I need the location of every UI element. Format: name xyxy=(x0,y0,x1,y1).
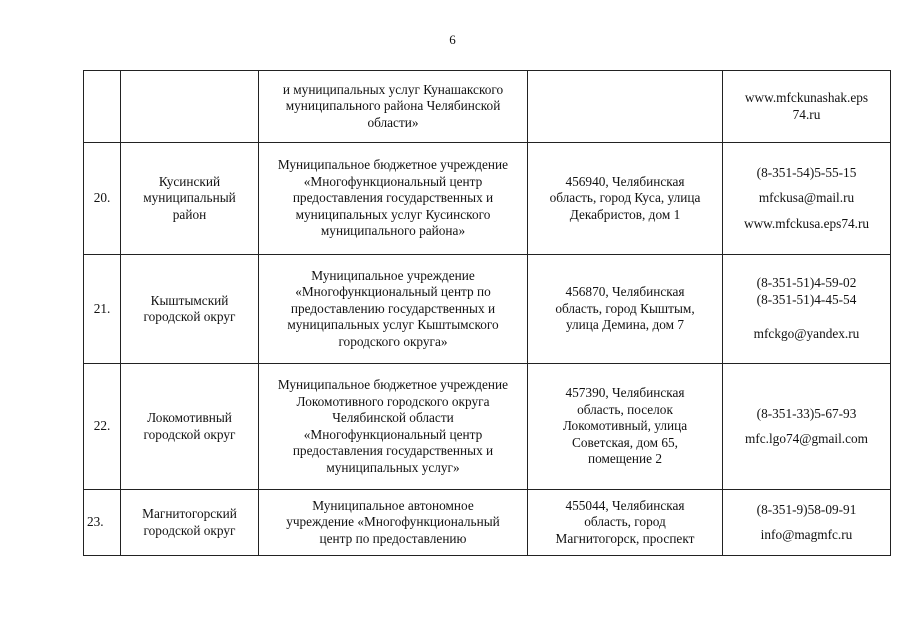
phone-number: (8-351-54)5-55-15 xyxy=(756,164,857,180)
page-number: 6 xyxy=(449,32,456,47)
phone-number: (8-351-33)5-67-93 xyxy=(756,405,857,421)
address-line: 456870, Челябинская xyxy=(565,284,685,300)
organization-line: «Многофункциональный центр xyxy=(303,173,483,189)
address-line: Советская, дом 65, xyxy=(572,434,678,450)
address-cell xyxy=(528,143,723,255)
organization-cell xyxy=(259,255,528,364)
address-line: помещение 2 xyxy=(587,451,663,467)
email-link[interactable]: mfckgo@yandex.ru xyxy=(753,326,860,342)
phone-number: (8-351-51)4-45-54 xyxy=(756,291,857,307)
row-number-cell xyxy=(84,71,121,143)
organization-line: предоставления государственных и xyxy=(292,443,494,458)
row-number-cell xyxy=(84,490,121,556)
mfc-registry-table xyxy=(83,70,891,556)
website-link[interactable]: www.mfckusa.eps74.ru xyxy=(743,215,870,231)
organization-line: муниципальных услуг Кусинского xyxy=(295,206,491,222)
address-line: улица Демина, дом 7 xyxy=(565,317,685,333)
address-line: 457390, Челябинская xyxy=(565,385,685,401)
municipality-cell xyxy=(121,71,259,143)
row-number-cell xyxy=(84,255,121,364)
website-link[interactable]: 74.ru xyxy=(792,106,821,122)
organization-line: муниципального района» xyxy=(320,223,466,239)
organization-line: Муниципальное учреждение xyxy=(311,267,475,283)
organization-cell xyxy=(259,71,528,143)
municipality-line: городской округ xyxy=(143,522,236,538)
contacts-cell xyxy=(723,71,891,143)
website-link[interactable]: www.mfckunashak.eps xyxy=(744,90,869,105)
row-number: 23. xyxy=(87,514,104,530)
municipality-line: Локомотивный xyxy=(147,410,232,425)
row-number-cell xyxy=(84,143,121,255)
organization-line: «Многофункциональный центр по xyxy=(295,284,491,300)
table-row xyxy=(84,71,891,143)
municipality-line: муниципальный xyxy=(143,190,236,206)
municipality-cell xyxy=(121,143,259,255)
organization-line: городского округа» xyxy=(338,333,448,349)
municipality-cell xyxy=(121,490,259,556)
municipality-line: городской округ xyxy=(143,426,236,442)
organization-line: Муниципальное бюджетное учреждение xyxy=(277,157,509,173)
phone-number: (8-351-9)58-09-91 xyxy=(756,501,857,517)
contacts-cell xyxy=(723,364,891,490)
organization-line: центр по предоставлению xyxy=(319,530,467,546)
address-line: Декабристов, дом 1 xyxy=(569,206,681,222)
organization-line: учреждение «Многофункциональный xyxy=(286,514,500,530)
row-number: 20. xyxy=(93,190,111,206)
municipality-cell xyxy=(121,364,259,490)
address-cell xyxy=(528,490,723,556)
address-cell xyxy=(528,255,723,364)
row-number-cell xyxy=(84,364,121,490)
address-line: 456940, Челябинская xyxy=(565,173,685,189)
organization-line: Муниципальное автономное xyxy=(312,497,474,513)
organization-line: Муниципальное бюджетное учреждение xyxy=(277,377,509,392)
organization-line: Локомотивного городского округа xyxy=(296,393,490,409)
organization-line: муниципального района Челябинской xyxy=(285,98,501,114)
organization-cell xyxy=(259,490,528,556)
table-row xyxy=(84,143,891,255)
table-row xyxy=(84,255,891,364)
municipality-line: Магнитогорский xyxy=(142,506,237,521)
organization-line: предоставления государственных и xyxy=(292,190,494,206)
row-number: 21. xyxy=(93,300,111,316)
address-cell xyxy=(528,364,723,490)
address-cell xyxy=(528,71,723,143)
organization-cell xyxy=(259,364,528,490)
email-link[interactable]: mfc.lgo74@gmail.com xyxy=(744,431,869,446)
organization-line: муниципальных услуг Кыштымского xyxy=(287,317,499,333)
address-line: область, город Кыштым, xyxy=(555,300,695,316)
organization-line: и муниципальных услуг Кунашакского xyxy=(282,81,504,97)
organization-line: предоставлению государственных и xyxy=(290,300,496,316)
contacts-cell xyxy=(723,490,891,556)
municipality-line: Кыштымский xyxy=(150,292,229,308)
organization-line: области» xyxy=(367,114,419,130)
contacts-cell xyxy=(723,255,891,364)
municipality-line: район xyxy=(172,206,207,222)
municipality-line: Кусинский xyxy=(158,173,221,189)
organization-line: «Многофункциональный центр xyxy=(303,426,483,442)
address-line: область, поселок xyxy=(577,401,673,417)
row-number: 22. xyxy=(93,418,111,434)
table-row xyxy=(84,364,891,490)
table-row xyxy=(84,490,891,556)
organization-line: Челябинской области xyxy=(332,410,454,425)
address-line: 455044, Челябинская xyxy=(565,497,685,513)
address-line: Магнитогорск, проспект xyxy=(555,530,695,546)
contacts-cell xyxy=(723,143,891,255)
address-line: Локомотивный, улица xyxy=(562,418,688,434)
address-line: область, город xyxy=(584,514,666,530)
organization-cell xyxy=(259,143,528,255)
organization-line: муниципальных услуг» xyxy=(326,459,460,475)
email-link[interactable]: mfckusa@mail.ru xyxy=(758,190,855,206)
phone-number: (8-351-51)4-59-02 xyxy=(756,275,857,291)
municipality-line: городской округ xyxy=(143,309,236,324)
address-line: область, город Куса, улица xyxy=(549,190,701,206)
municipality-cell xyxy=(121,255,259,364)
email-link[interactable]: info@magmfc.ru xyxy=(760,527,853,542)
